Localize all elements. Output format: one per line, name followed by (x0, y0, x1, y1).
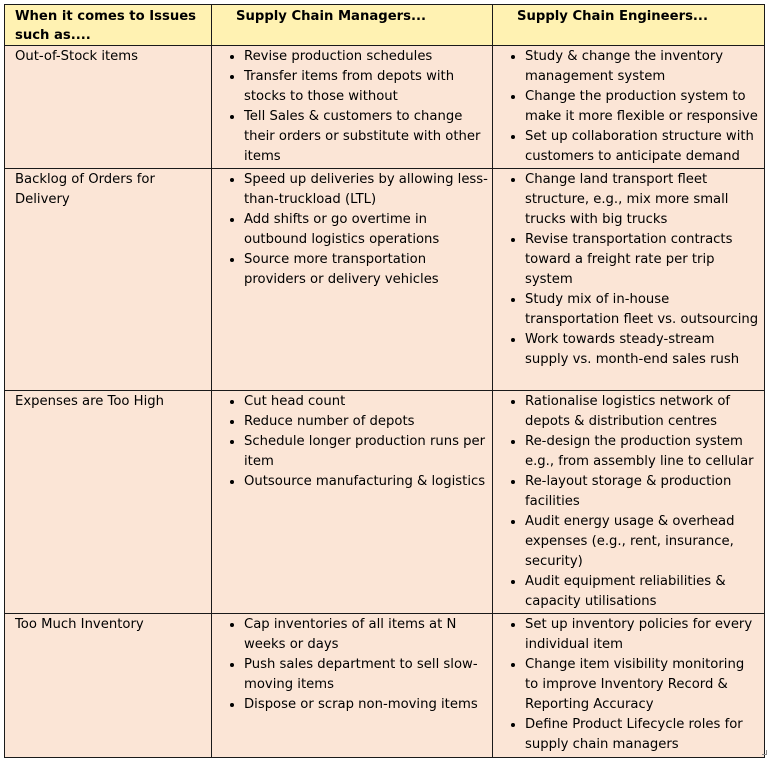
list-item: • Add shifts or go overtime in outbound logistics operations (244, 210, 488, 250)
issues-comparison-table (4, 4, 765, 758)
managers-cell (212, 391, 493, 614)
managers-list (222, 47, 488, 167)
list-item: • Change the production system to make it more flexible or responsive (525, 87, 760, 127)
managers-list (222, 615, 488, 715)
list-item: • Re-design the production system e.g., from assembly line to cellular (525, 432, 760, 472)
managers-list (222, 392, 488, 492)
engineers-list (503, 392, 760, 612)
issue-cell: Backlog of Orders for Delivery (5, 169, 212, 391)
table-row (5, 46, 765, 169)
header-managers: Supply Chain Managers... (212, 5, 493, 46)
list-item: • Set up collaboration structure with customers to anticipate demand (525, 127, 760, 167)
issue-cell: Out-of-Stock items (5, 46, 212, 169)
list-item: • Change land transport fleet structure, e.g., mix more small trucks with big trucks (525, 170, 760, 230)
engineers-cell (493, 169, 765, 391)
list-item: • Define Product Lifecycle roles for supply chain managers (525, 715, 760, 755)
header-issues: When it comes to Issues such as.... (5, 5, 212, 46)
issue-cell: Too Much Inventory (5, 614, 212, 758)
engineers-list (503, 170, 760, 370)
list-item: • Reduce number of depots (244, 412, 488, 432)
list-item: • Audit equipment reliabilities & capacity utilisations (525, 572, 760, 612)
list-item: • Revise production schedules (244, 47, 488, 67)
list-item: • Cut head count (244, 392, 488, 412)
list-item: • Speed up deliveries by allowing less-than-truckload (LTL) (244, 170, 488, 210)
list-item: • Rationalise logistics network of depots & distribution centres (525, 392, 760, 432)
list-item: • Dispose or scrap non-moving items (244, 695, 488, 715)
engineers-list (503, 615, 760, 755)
list-item: • Change item visibility monitoring to improve Inventory Record & Reporting Accuracy (525, 655, 760, 715)
list-item: • Study & change the inventory management system (525, 47, 760, 87)
list-item: • Outsource manufacturing & logistics (244, 472, 488, 492)
managers-cell (212, 46, 493, 169)
managers-cell (212, 614, 493, 758)
list-item: • Re-layout storage & production facilities (525, 472, 760, 512)
list-item: • Work towards steady-stream supply vs. month-end sales rush (525, 330, 760, 370)
list-item: • Transfer items from depots with stocks to those without (244, 67, 488, 107)
engineers-cell (493, 614, 765, 758)
managers-list (222, 170, 488, 290)
list-item: • Schedule longer production runs per item (244, 432, 488, 472)
table-row (5, 169, 765, 391)
list-item: • Tell Sales & customers to change their orders or substitute with other items (244, 107, 488, 167)
engineers-cell (493, 46, 765, 169)
list-item: • Push sales department to sell slow-moving items (244, 655, 488, 695)
table-resize-handle (762, 750, 767, 755)
table-row (5, 614, 765, 758)
list-item: • Revise transportation contracts toward a freight rate per trip system (525, 230, 760, 290)
list-item: • Set up inventory policies for every individual item (525, 615, 760, 655)
engineers-list (503, 47, 760, 167)
header-row (5, 5, 765, 46)
list-item: • Cap inventories of all items at N weeks or days (244, 615, 488, 655)
list-item: • Source more transportation providers or delivery vehicles (244, 250, 488, 290)
header-engineers: Supply Chain Engineers... (493, 5, 765, 46)
issue-cell: Expenses are Too High (5, 391, 212, 614)
table-row (5, 391, 765, 614)
managers-cell (212, 169, 493, 391)
engineers-cell (493, 391, 765, 614)
list-item: • Audit energy usage & overhead expenses (e.g., rent, insurance, security) (525, 512, 760, 572)
list-item: • Study mix of in-house transportation fleet vs. outsourcing (525, 290, 760, 330)
